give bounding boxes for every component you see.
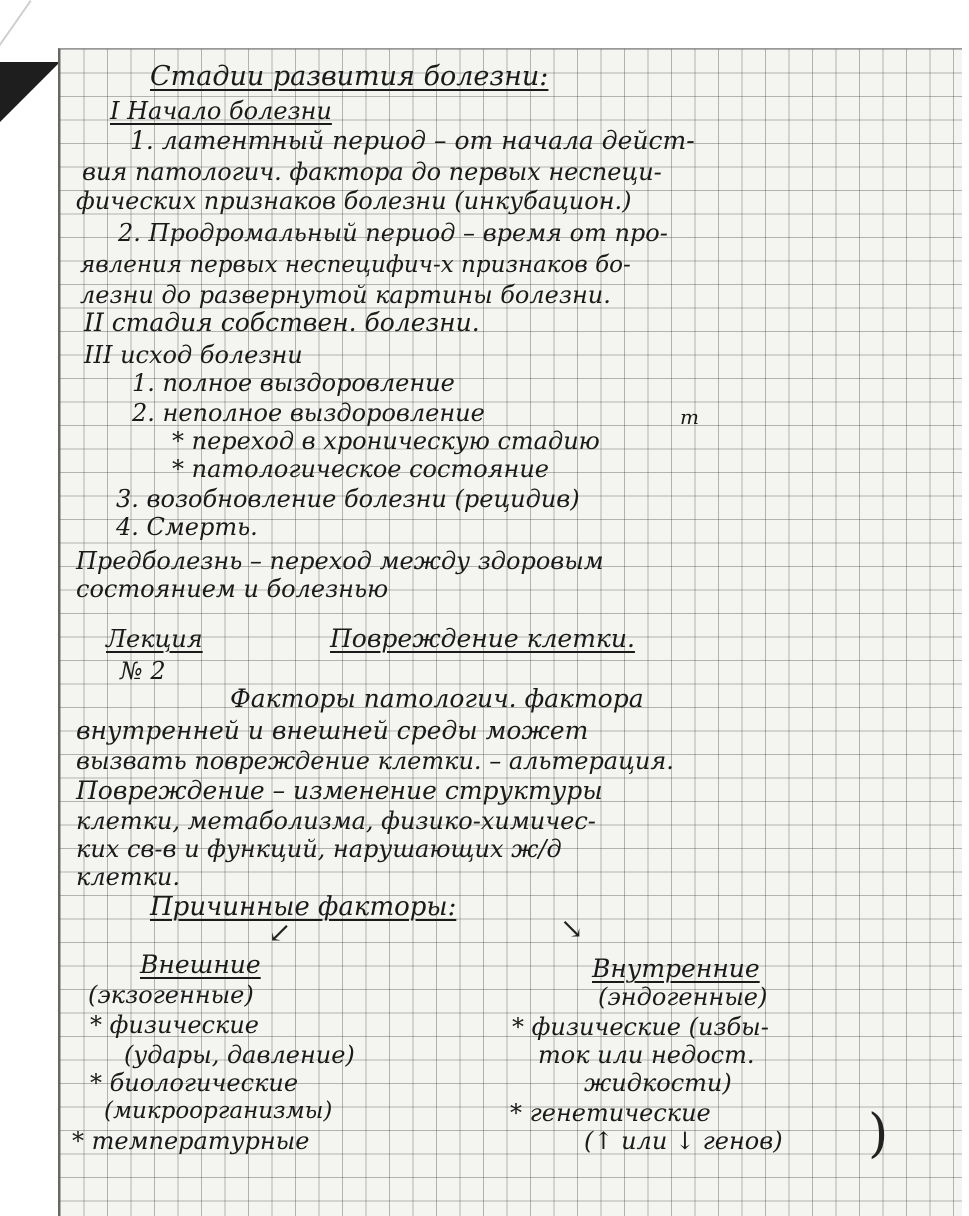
text-line: состоянием и болезнью	[76, 575, 389, 603]
bracket-right: )	[868, 1104, 889, 1164]
section-heading: I Начало болезни	[110, 97, 332, 125]
text-line: фических признаков болезни (инкубацион.)	[76, 187, 632, 215]
text-line: клетки, метаболизма, физико-химичес-	[76, 807, 596, 835]
list-item: 3. возобновление болезни (рецидив)	[116, 485, 580, 513]
list-item: * генетические	[510, 1099, 711, 1127]
arrow-left-icon: ↙	[268, 916, 292, 949]
text-line: 2. Продромальный период – время от про-	[118, 219, 668, 247]
text-line: Факторы патологич. фактора	[230, 684, 644, 713]
list-item: жидкости)	[584, 1069, 732, 1097]
list-item: * физические	[90, 1011, 259, 1039]
text-line: клетки.	[76, 863, 180, 891]
list-item: 4. Смерть.	[116, 513, 258, 541]
list-item: ток или недост.	[538, 1041, 755, 1069]
margin-note: т	[680, 405, 699, 429]
list-item: (↑ или ↓ генов)	[584, 1127, 783, 1155]
text-line: Повреждение – изменение структуры	[76, 776, 603, 805]
list-item: * переход в хроническую стадию	[172, 427, 600, 455]
column-heading-internal: Внутренние	[592, 954, 760, 983]
list-item: * патологическое состояние	[172, 455, 550, 483]
list-item: 2. неполное выздоровление	[132, 399, 485, 427]
lecture-title: Повреждение клетки.	[330, 624, 635, 653]
text-line: внутренней и внешней среды может	[76, 716, 589, 745]
section-heading: III исход болезни	[84, 341, 303, 369]
list-item: * температурные	[72, 1127, 310, 1155]
list-item: 1. полное выздоровление	[132, 369, 455, 397]
list-item: * физические (избы-	[512, 1013, 769, 1041]
page-corner-shadow	[0, 62, 60, 122]
factors-heading: Причинные факторы:	[150, 892, 457, 922]
section-heading: II стадия собствен. болезни.	[84, 308, 480, 337]
column-heading-external: Внешние	[140, 950, 261, 979]
text-line: 1. латентный период – от начала дейст-	[130, 126, 695, 155]
text-line: явления первых неспецифич-х признаков бо-	[80, 252, 631, 278]
list-item: (удары, давление)	[124, 1041, 355, 1069]
title-line: Стадии развития болезни:	[150, 61, 549, 92]
text-line: вия патологич. фактора до первых неспеци-	[82, 158, 662, 186]
list-item: (микроорганизмы)	[104, 1098, 333, 1124]
text-line: Предболезнь – переход между здоровым	[76, 547, 604, 575]
lecture-number: № 2	[120, 657, 166, 685]
column-subheading-internal: (эндогенные)	[598, 983, 768, 1011]
column-subheading-external: (экзогенные)	[88, 981, 254, 1009]
text-line: вызвать повреждение клетки. – альтерация.	[76, 747, 674, 775]
text-line: ких св-в и функций, нарушающих ж/д	[76, 835, 562, 863]
list-item: * биологические	[90, 1069, 299, 1097]
lecture-label: Лекция	[106, 625, 203, 653]
text-line: лезни до развернутой картины болезни.	[80, 281, 611, 309]
arrow-right-icon: ↘	[560, 912, 584, 945]
